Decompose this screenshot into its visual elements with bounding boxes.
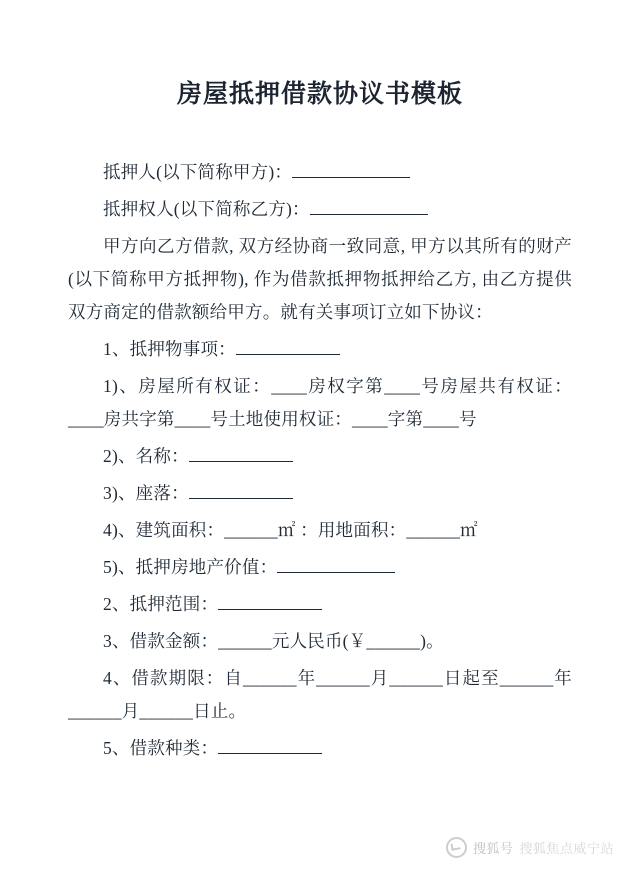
item-2-blank[interactable] [218,609,322,610]
mortgagor-label: 抵押人(以下简称甲方)： [103,162,293,182]
watermark [446,837,614,858]
item-1-blank[interactable] [236,354,340,355]
item-5-blank[interactable] [218,753,322,754]
item-1-5-blank[interactable] [277,572,395,573]
item-2-label: 2、抵押范围： [103,594,219,614]
paragraph-mortgagee [68,193,572,226]
item-1-3-blank[interactable] [189,498,293,499]
item-1-label: 1、抵押物事项： [103,339,236,359]
mortgagor-blank[interactable] [292,177,410,178]
watermark-account: 搜狐焦点威宁站 [519,841,614,856]
paragraph-item-2 [68,588,572,621]
sohu-logo-icon [446,837,467,858]
paragraph-mortgagor [68,156,572,189]
mortgagee-blank[interactable] [310,214,428,215]
paragraph-item-1 [68,333,572,366]
item-5-label: 5、借款种类： [103,738,219,758]
item-1-3-label: 3)、座落： [103,483,189,503]
paragraph-preamble: 甲方向乙方借款, 双方经协商一致同意, 甲方以其所有的财产(以下简称甲方抵押物), 作为借款抵押物抵押给乙方, 由乙方提供双方商定的借款额给甲方。就有关事项订立如下协议： [68,236,572,322]
paragraph-item-1-1: 1)、房屋所有权证：____房权字第____号房屋共有权证：____房共字第____号土地使用权证：____字第____号 [68,376,572,429]
paragraph-item-4: 4、借款期限：自______年______月______日起至______年______月______日止。 [68,668,572,721]
paragraph-item-1-2 [68,440,572,473]
paragraph-item-5 [68,732,572,765]
paragraph-item-1-3 [68,477,572,510]
document-body [0,156,640,765]
mortgagee-label: 抵押权人(以下简称乙方)： [103,199,310,219]
watermark-label: 搜狐号 [472,841,514,856]
paragraph-item-1-4: 4)、建筑面积：______㎡ ：用地面积：______㎡ [103,520,478,540]
page-title: 房屋抵押借款协议书模板 [176,80,463,108]
item-1-5-label: 5)、抵押房地产价值： [103,557,278,577]
paragraph-item-3: 3、借款金额：______元人民币(￥______)。 [103,631,444,651]
item-1-2-label: 2)、名称： [103,446,189,466]
paragraph-item-1-5 [68,551,572,584]
item-1-2-blank[interactable] [189,461,293,462]
